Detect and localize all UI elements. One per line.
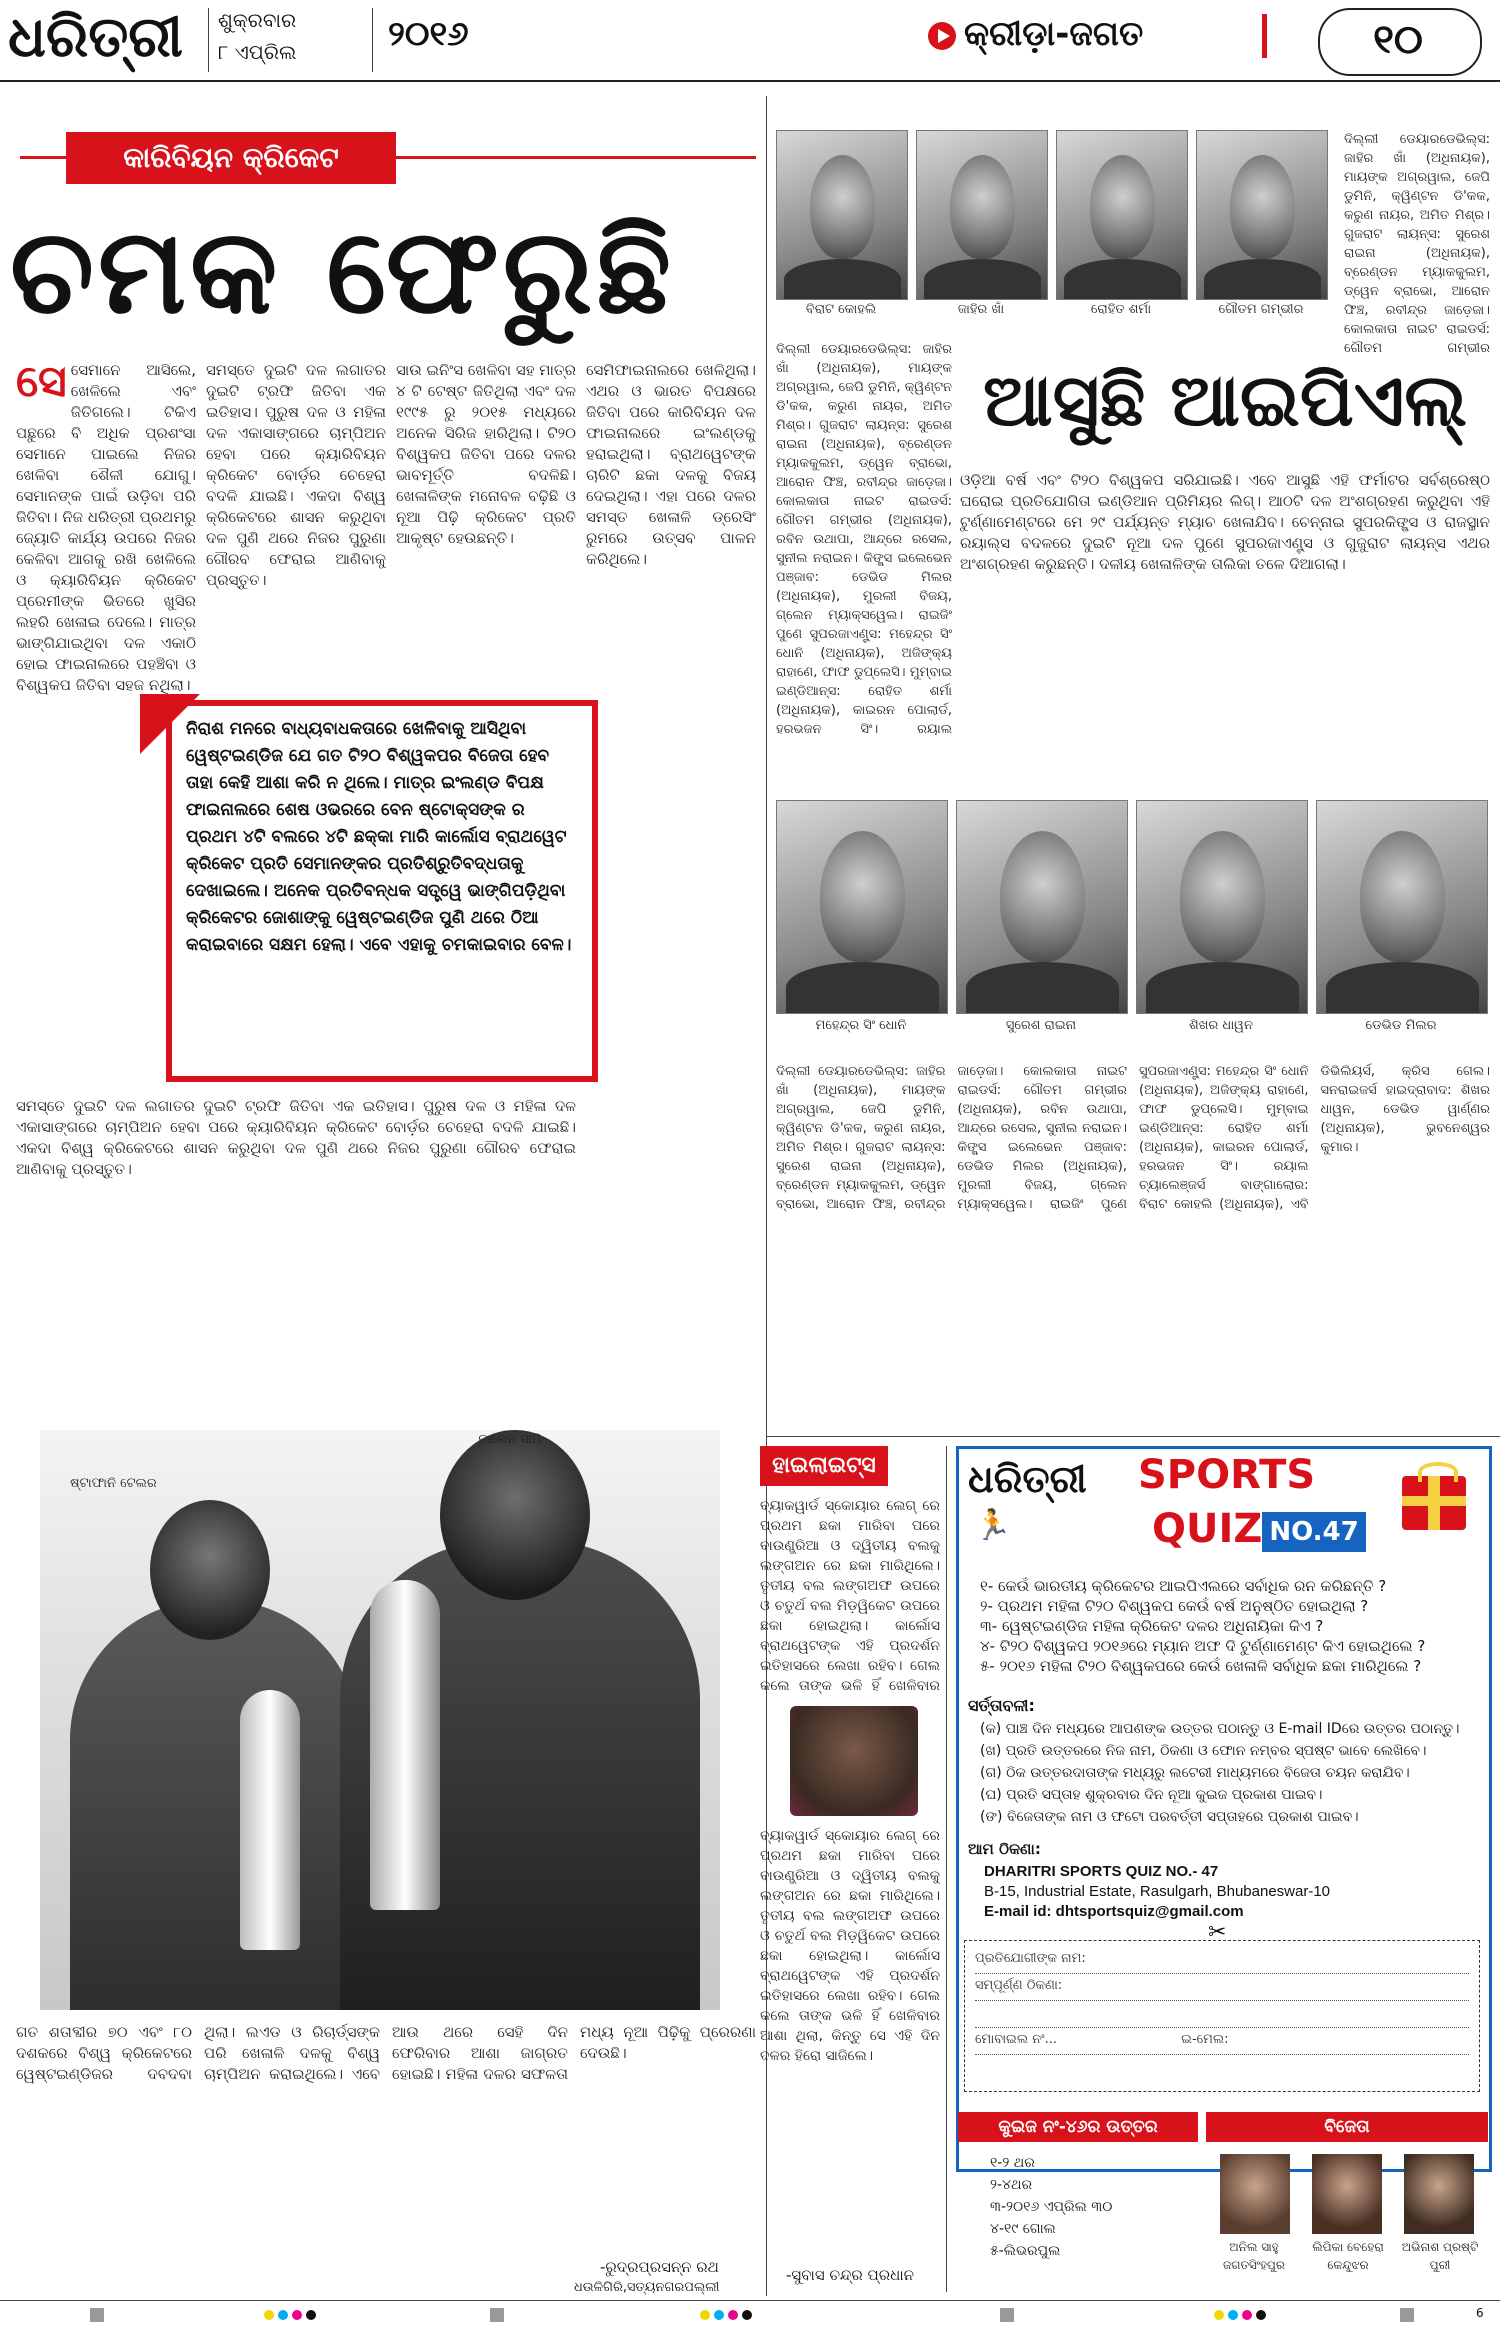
winners-title: ବିଜେତା [1324,2117,1370,2137]
quiz-question-2: ୨- ପ୍ରଥମ ମହିଳା ଟି୨୦ ବିଶ୍ୱକପ କେଉଁ ବର୍ଷ ଅନୁଷ୍ଠିତ ହୋଇଥିଲା ? [980,1597,1369,1615]
quiz-question-3: ୩- ୱେଷ୍ଟଇଣ୍ଡିଜ ମହିଳା କ୍ରିକେଟ ଦଳର ଅଧିନାୟିକା କିଏ ? [980,1617,1324,1635]
player-photo-3 [1056,130,1188,300]
carib-photo [40,1430,720,2010]
form-name-field[interactable] [975,1951,1469,1974]
player-caption-3: ରୋହିତ ଶର୍ମା [1090,302,1152,317]
quiz-question-4: ୪- ଟି୨୦ ବିଶ୍ୱକପ ୨୦୧୬ରେ ମ୍ୟାନ ଅଫ ଦି ଟୁର୍ଣ୍ଣାମେଣ୍ଟ କିଏ ହୋଇଥିଲେ ? [980,1637,1426,1655]
player-photo-1 [776,130,908,300]
highlights-text-bottom [760,1826,940,2240]
player-photo-8 [1316,800,1488,1014]
carib-kicker-text: କାରିବିୟନ କ୍ରିକେଟ [123,141,339,174]
print-registration-marks [0,2306,1500,2326]
issue-day: ଶୁକ୍ରବାର [218,8,297,32]
player-photo-7 [1136,800,1308,1014]
player-photo-6 [956,800,1128,1014]
carib-kicker [66,132,396,184]
carib-lower-text: ସମସ୍ତେ ଦୁଇଟି ଦଳ ଲଗାତର ଦୁଇଟି ଟ୍ରଫି ଜିତିବା ଏକ ଇତିହାସ। ପୁରୁଷ ଦଳ ଓ ମହିଳା ଦଳ ଏକାସାଙ୍ଗରେ ଚାମ୍ପିଅନ ହେବା ପରେ କ୍ୟାରିବିୟନ କ୍ରିକେଟ ବୋର୍ଡ଼ର ଚେହେରା ବଦଳି ଯାଇଛି। ଏକଦା ବିଶ୍ୱ କ୍ରିକେଟରେ ଶାସନ କରୁଥିବା ଦଳ ପୁଣି ଥରେ ନିଜର ପୁରୁଣା ଗୌରବ ଫେରାଇ ଆଣିବାକୁ ପ୍ରସ୍ତୁତ। [16,1097,576,1178]
quiz-brand: ଧରିତ୍ରୀ [968,1456,1087,1501]
winner-photo-3 [1404,2154,1474,2234]
answer-5: ୫-ଲିଭରପୁଲ [990,2243,1061,2259]
winner-photo-1 [1220,2154,1290,2234]
winner-name-3: ଅଭିନାଶ ପ୍ରଷ୍ଟି [1401,2240,1479,2254]
section-title: କ୍ରୀଡ଼ା-ଜଗତ [964,14,1144,54]
highlights-photo [790,1706,918,1816]
form-email-label: ଇ-ମେଲ: [1181,2032,1229,2047]
highlights-text-b: ବ୍ୟାକୱାର୍ଡ ସ୍କୋୟାର ଲେଗ୍ ରେ ପ୍ରଥମ ଛକା ମାରିବା ପରେ ବାଉଣ୍ଡ୍ରିଆ ଓ ଦ୍ୱିତୀୟ ବଲକୁ ଲଙ୍ଗଅନ ରେ ଛକା ମାରିଥିଲେ। ତୃତୀୟ ବଲ ଲଙ୍ଗଅଫ ଉପରେ ଓ ଚତୁର୍ଥ ବଲ ମିଡ଼ୱିକେଟ ଉପରେ ଛକା ହୋଇଥିଲା। କାର୍ଲୋସ ବ୍ରାଥୱେଟଙ୍କ ଏହି ପ୍ରଦର୍ଶନ ଇତିହାସରେ ଲେଖା ରହିବ। ଗେଲ କଲେ ତାଙ୍କ ଭଳି ହିଁ ଖେଳିବାର ଆଶା ଥିଲା, କିନ୍ତୁ ସେ ଏହି ଦିନ ଦଳର ହିରୋ ସାଜିଲେ। [760,1828,940,2064]
highlights-title-text: ହାଇଲାଇଟ୍ସ [772,1453,876,1478]
winner-name-1: ଅନିଲ ସାହୁ [1229,2240,1279,2254]
carib-col3-text: ସାଉ ଇନିଂସ ଖେଳିବା ସହ ମାତ୍ର ୪ ଟି ଟେଷ୍ଟ ଜିତିଥିଲା ଏବଂ ଦଳ ୧୯୯୫ ରୁ ୨୦୧୫ ମଧ୍ୟରେ ଅନେକ ସିରିଜ ହାରିଥିଲା। ଟି୨୦ ବିଶ୍ୱକପ ଜିତିବା ପରେ ଦଳର ଭାବମୂର୍ତ୍ତି ବଦଳିଛି। ଖେଳାଳିଙ୍କ ମନୋବଳ ବଢ଼ିଛି ଓ ନୂଆ ପିଢ଼ି କ୍ରିକେଟ ପ୍ରତି ଆକୃଷ୍ଟ ହେଉଛନ୍ତି। [396,361,576,547]
ipl-team-text-b: ଦିଲ୍ଲୀ ଡେୟାରଡେଭିଲ୍ସ: ଜାହିର ଖାଁ (ଅଧିନାୟକ), ମାୟଙ୍କ ଅଗ୍ରୱାଲ, ଜେପି ଡୁମିନି, କ୍ୱିଣ୍ଟନ ଡି'କକ, କରୁଣ ନାୟର, ଅମିତ ମିଶ୍ର। ଗୁଜରାଟ ଲାୟନ୍ସ: ସୁରେଶ ରାଇନା (ଅଧିନାୟକ), ବ୍ରେଣ୍ଡନ ମ୍ୟାକକୁଲମ, ଡ୍ୱେନ ବ୍ରାଭୋ, ଆରୋନ ଫିଞ୍ଚ, ରବୀନ୍ଦ୍ର ଜାଡ଼େଜା। କୋଲକାତା ନାଇଟ ରାଇଡର୍ସ: ଗୌତମ ଗମ୍ଭୀର (ଅଧିନାୟକ), ରବିନ ଉଥାପା, ଆନ୍ଦ୍ରେ ରସେଲ, ସୁନୀଲ ନରାଇନ। କିଙ୍ଗ୍ସ ଇଲେଭେନ ପଞ୍ଜାବ: ଡେଭିଡ ମିଲର (ଅଧିନାୟକ), ମୁରଲୀ ବିଜୟ, ଗ୍ଲେନ ମ୍ୟାକ୍ସୱେଲ। ରାଇଜିଂ ପୁଣେ ସୁପରଜାଏଣ୍ଟ୍ସ: ମହେନ୍ଦ୍ର ସିଂ ଧୋନି (ଅଧିନାୟକ), ଅଜିଙ୍କ୍ୟ ରାହାଣେ, ଫାଫ ଡୁପ୍ଲେସି। ମୁମ୍ବାଇ ଇଣ୍ଡିଆନ୍ସ: ରୋହିତ ଶର୍ମା (ଅଧିନାୟକ), କାଇରନ ପୋଲାର୍ଡ, ହରଭଜନ ସିଂ। ରୟାଲ [776,342,952,737]
carib-column-3 [396,360,576,710]
carib-column-4 [586,360,756,1340]
footer-page-mark: 6 [1476,2306,1484,2320]
ipl-intro-text: ଓଡ଼ିଆ ବର୍ଷ ଏବଂ ଟି୨୦ ବିଶ୍ୱକପ ସରିଯାଇଛି। ଏବେ ଆସୁଛି ଏହି ଫର୍ମାଟର ସର୍ବଶ୍ରେଷ୍ଠ ଘରୋଇ ପ୍ରତିଯୋଗିତା ଇଣ୍ଡିଆନ ପ୍ରିମିୟର ଲିଗ୍। ଆଠଟି ଦଳ ଅଂଶଗ୍ରହଣ କରୁଥିବା ଏହି ଟୁର୍ଣ୍ଣାମେଣ୍ଟରେ ମେ ୨୯ ପର୍ଯ୍ୟନ୍ତ ମ୍ୟାଚ ଖେଳାଯିବ। ଚେନ୍ନାଇ ସୁପରକିଙ୍ଗ୍ସ ଓ ରାଜସ୍ଥାନ ରୟାଲ୍ସ ବଦଳରେ ଦୁଇଟି ନୂଆ ଦଳ ପୁଣେ ସୁପରଜାଏଣ୍ଟ୍ସ ଓ ଗୁଜୁରାଟ ଲାୟନ୍ସ ଏଥର ଅଂଶଗ୍ରହଣ କରୁଛନ୍ତି। ଦଳୀୟ ଖେଳାଳିଙ୍କ ତାଲିକା ତଳେ ଦିଆଗଲା। [960,471,1490,573]
quiz-address-title: ଆମ ଠିକଣା: [968,1840,1041,1858]
player-caption-5: ମହେନ୍ଦ୍ର ସିଂ ଧୋନି [815,1018,907,1033]
quiz-number: NO.47 [1269,1517,1359,1547]
ipl-team-text-main: ଦିଲ୍ଲୀ ଡେୟାରଡେଭିଲ୍ସ: ଜାହିର ଖାଁ (ଅଧିନାୟକ), ମାୟଙ୍କ ଅଗ୍ରୱାଲ, ଜେପି ଡୁମିନି, କ୍ୱିଣ୍ଟନ ଡି'କକ, କରୁଣ ନାୟର, ଅମିତ ମିଶ୍ର। ଗୁଜରାଟ ଲାୟନ୍ସ: ସୁରେଶ ରାଇନା (ଅଧିନାୟକ), ବ୍ରେଣ୍ଡନ ମ୍ୟାକକୁଲମ, ଡ୍ୱେନ ବ୍ରାଭୋ, ଆରୋନ ଫିଞ୍ଚ, ରବୀନ୍ଦ୍ର ଜାଡ଼େଜା। କୋଲକାତା ନାଇଟ ରାଇଡର୍ସ: ଗୌତମ ଗମ୍ଭୀର (ଅଧିନାୟକ), ରବିନ ଉଥାପା, ଆନ୍ଦ୍ରେ ରସେଲ, ସୁନୀଲ ନରାଇନ। କିଙ୍ଗ୍ସ ଇଲେଭେନ ପଞ୍ଜାବ: ଡେଭିଡ ମିଲର (ଅଧିନାୟକ), ମୁରଲୀ ବିଜୟ, ଗ୍ଲେନ ମ୍ୟାକ୍ସୱେଲ। ରାଇଜିଂ ପୁଣେ ସୁପରଜାଏଣ୍ଟ୍ସ: ମହେନ୍ଦ୍ର ସିଂ ଧୋନି (ଅଧିନାୟକ), ଅଜିଙ୍କ୍ୟ ରାହାଣେ, ଫାଫ ଡୁପ୍ଲେସି। ମୁମ୍ବାଇ ଇଣ୍ଡିଆନ୍ସ: ରୋହିତ ଶର୍ମା (ଅଧିନାୟକ), କାଇରନ ପୋଲାର୍ଡ, ହରଭଜନ ସିଂ। ରୟାଲ ଚ୍ୟାଲେଞ୍ଜର୍ସ ବାଙ୍ଗାଲୋର: ବିରାଟ କୋହଲି (ଅଧିନାୟକ), ଏବି ଡିଭିଲିୟର୍ସ, କ୍ରିସ ଗେଲ। ସନରାଇଜର୍ସ ହାଇଦ୍ରାବାଦ: ଶିଖର ଧାୱନ, ଡେଭିଡ ୱାର୍ଣ୍ଣର (ଅଧିନାୟକ), ଭୁବନେଶ୍ୱର କୁମାର। [776,1064,1490,1212]
issue-date: ୮ ଏପ୍ରିଲ [218,40,297,64]
ipl-team-lists-main [776,1062,1490,1428]
section-divider [1262,14,1267,58]
ipl-top-photos [776,130,1336,320]
pull-quote-text: ନିରାଶ ମନରେ ବାଧ୍ୟବାଧକତାରେ ଖେଳିବାକୁ ଆସିଥିବା ୱେଷ୍ଟଇଣ୍ଡିଜ ଯେ ଗତ ଟି୨୦ ବିଶ୍ୱକପର ବିଜେତା ହେବ ତାହା କେହି ଆଶା କରି ନ ଥିଲେ। ମାତ୍ର ଇଂଲଣ୍ଡ ବିପକ୍ଷ ଫାଇନାଲରେ ଶେଷ ଓଭରରେ ବେନ ଷ୍ଟୋକ୍ସଙ୍କ ର ପ୍ରଥମ ୪ଟି ବଲରେ ୪ଟି ଛକ୍କା ମାରି କାର୍ଲୋସ ବ୍ରାଥୱେଟ କ୍ରିକେଟ ପ୍ରତି ସେମାନଙ୍କର ପ୍ରତିଶ୍ରୁତିବଦ୍ଧତାକୁ ଦେଖାଇଲେ। ଅନେକ ପ୍ରତିବନ୍ଧକ ସତ୍ତ୍ୱେ ଭାଙ୍ଗିପଡ଼ିଥିବା କ୍ରିକେଟର ଜୋଶାଙ୍କୁ ୱେଷ୍ଟଇଣ୍ଡିଜ ପୁଣି ଥରେ ଠିଆ କରାଇବାରେ ସକ୍ଷମ ହେଲା। ଏବେ ଏହାକୁ ଚମକାଇବାର ବେଳ। [186,719,572,955]
gift-icon [1398,1460,1470,1532]
quiz-address-line3: E-mail id: dhtsportsquiz@gmail.com [984,1903,1244,1920]
carib-col1-text: ସେମାନେ ଆସିଲେ, ଖେଳିଲେ ଏବଂ ଜିତିଗଲେ। ଟିକିଏ ପଛୁରେ ବି ଅଧିକ ପ୍ରଶଂସା ସେମାନେ ପାଇଲେ ନିଜର ଖେଳିବା ଶୈଳୀ ଯୋଗୁ। ସେମାନଙ୍କ ପାଇଁ ଉଡ଼ିବା ପରି ଜିତିବା। ନିଜ ଧରିତ୍ରୀ ପ୍ରଥମରୁ ଜ୍ୟୋତି କାର୍ଯ୍ୟ ଉପରେ ନିଜର କେଳିବା ଆଗକୁ ରଖି ଖେଳିଲେ ଓ କ୍ୟାରିବିୟନ କ୍ରିକେଟ ପ୍ରେମୀଙ୍କ ଭିତରେ ଖୁସିର ଲହରି ଖେଳାଇ ଦେଲେ। ମାତ୍ର ଭାଙ୍ଗିଯାଇଥିବା ଦଳ ଏକାଠି ହୋଇ ଫାଇନାଲରେ ପହଞ୍ଚିବା ଓ ବିଶ୍ୱକପ ଜିତିବା ସହଜ ନଥିଲା। [16,361,196,694]
caption-right: ଡାରେନ ସାମି [478,1432,542,1447]
quiz-questions [980,1576,1470,1676]
player-photo-4 [1196,130,1328,300]
drop-cap: ସେ [16,360,67,407]
quiz-title-sports: SPORTS [1138,1452,1316,1498]
runner-icon: 🏃 [974,1508,1012,1543]
paper-logo: ଧରିତ୍ରୀ [8,4,183,70]
answer-2: ୨-୪ଥର [990,2177,1033,2193]
trophy-left [240,1690,300,1950]
answer-1: ୧-୨ ଥର [990,2155,1035,2171]
winner-place-1: ଜଗତସିଂହପୁର [1222,2258,1286,2272]
quiz-question-5: ୫- ୨୦୧୬ ମହିଳା ଟି୨୦ ବିଶ୍ୱକପରେ କେଉଁ ଖେଳାଳି ସର୍ବାଧିକ ଛକା ମାରିଥିଲେ ? [980,1657,1422,1675]
answers-title: କୁଇଜ ନଂ-୪୬ର ଉତ୍ତର [998,2117,1158,2137]
form-mobile-label: ମୋବାଇଲ ନଂ... [975,2032,1057,2047]
winner-photo-2 [1312,2154,1382,2234]
form-contact-field[interactable] [975,2032,1469,2055]
answers-list [990,2152,1112,2262]
ipl-headline: ଆସୁଛି ଆଇପିଏଲ୍ [982,358,1468,442]
quiz-entry-form [964,1940,1480,2092]
quiz-rule-5: (ଙ) ବିଜେତାଙ୍କ ନାମ ଓ ଫଟୋ ପରବର୍ତ୍ତୀ ସପ୍ତାହରେ ପ୍ରକାଶ ପାଇବ। [980,1809,1359,1825]
carib-col2-text: ସମସ୍ତେ ଦୁଇଟି ଦଳ ଲଗାତର ଦୁଇଟି ଟ୍ରଫି ଜିତିବା ଏକ ଇତିହାସ। ପୁରୁଷ ଦଳ ଓ ମହିଳା ଦଳ ଏକାସାଙ୍ଗରେ ଚାମ୍ପିଅନ ହେବା ପରେ କ୍ୟାରିବିୟନ କ୍ରିକେଟ ବୋର୍ଡ଼ର ଚେହେରା ବଦଳି ଯାଇଛି। ଏକଦା ବିଶ୍ୱ କ୍ରିକେଟରେ ଶାସନ କରୁଥିବା ଦଳ ପୁଣି ଥରେ ନିଜର ପୁରୁଣା ଗୌରବ ଫେରାଇ ଆଣିବାକୁ ପ୍ରସ୍ତୁତ। [206,361,386,589]
quiz-rule-3: (ଗ) ଠିକ ଉତ୍ତରଦାତାଙ୍କ ମଧ୍ୟରୁ ଲଟେରୀ ମାଧ୍ୟମରେ ବିଜେତା ଚୟନ କରାଯିବ। [980,1765,1410,1781]
pull-quote-box [166,700,598,1082]
form-address-field[interactable] [975,1978,1469,2001]
carib-col4-text: ସେମିଫାଇନାଲରେ ଖେଳିଥିଲା। ଏଥର ଓ ଭାରତ ବିପକ୍ଷରେ ଜିତିବା ପରେ କାରିବିୟନ ଦଳ ଫାଇନାଲରେ ଇଂଲଣ୍ଡକୁ ହରାଇଥିଲା। ବ୍ରାଥୱେଟଙ୍କ ଚାରିଟି ଛକା ଦଳକୁ ବିଜୟ ଦେଇଥିଲା। ଏହା ପରେ ଦଳର ସମସ୍ତ ଖେଳାଳି ଡ୍ରେସିଂ ରୁମରେ ଉତ୍ସବ ପାଳନ କରିଥିଲେ। [586,361,756,568]
player-caption-7: ଶିଖର ଧାୱନ [1189,1018,1253,1033]
quiz-address [984,1862,1330,1922]
carib-byline: -ରୁଦ୍ରପ୍ରସନ୍ନ ରଥ [600,2258,719,2276]
form-address-field-2[interactable] [975,2005,1469,2028]
winners-row [1206,2150,1488,2300]
ipl-team-list-left [776,340,952,740]
quiz-rule-1: (କ) ପାଞ୍ଚ ଦିନ ମଧ୍ୟରେ ଆପଣଙ୍କ ଉତ୍ତର ପଠାନ୍ତୁ ଓ E-mail IDରେ ଉତ୍ତର ପଠାନ୍ତୁ। [980,1721,1460,1737]
caption-left: ଷ୍ଟାଫାନି ଟେଲର [70,1476,157,1491]
player-photo-2 [916,130,1048,300]
player-caption-4: ଗୌତମ ଗମ୍ଭୀର [1218,302,1304,317]
form-address-label: ସମ୍ପୂର୍ଣ୍ଣ ଠିକଣା: [975,1978,1063,1993]
scissors-icon: ✂ [1208,1920,1227,1945]
page-number: ୧୦ [1373,17,1423,63]
carib-headline: ଚମକ ଫେରୁଛି [10,202,676,340]
carib-bottom-text [16,2022,756,2240]
quiz-address-line2: B-15, Industrial Estate, Rasulgarh, Bhubaneswar-10 [984,1883,1331,1900]
quiz-question-1: ୧- କେଉଁ ଭାରତୀୟ କ୍ରିକେଟର ଆଇପିଏଲରେ ସର୍ବାଧିକ ରନ କରିଛନ୍ତି ? [980,1577,1387,1595]
quiz-rule-4: (ଘ) ପ୍ରତି ସପ୍ତାହ ଶୁକ୍ରବାର ଦିନ ନୂଆ କୁଇଜ ପ୍ରକାଶ ପାଇବ। [980,1787,1323,1803]
carib-bottom-paragraph: ଗତ ଶତାବ୍ଦୀର ୭୦ ଏବଂ ୮୦ ଦଶକରେ ବିଶ୍ୱ କ୍ରିକେଟରେ ୱେଷ୍ଟଇଣ୍ଡିଜର ଦବଦବା ଥିଲା। ଲଏଡ ଓ ରିଚାର୍ଡ୍ସଙ୍କ ପରି ଖେଳାଳି ଦଳକୁ ବିଶ୍ୱ ଚାମ୍ପିଅନ କରାଇଥିଲେ। ଏବେ ଆଉ ଥରେ ସେହି ଦିନ ଫେରିବାର ଆଶା ଜାଗ୍ରତ ହୋଇଛି। ମହିଳା ଦଳର ସଫଳତା ମଧ୍ୟ ନୂଆ ପିଢ଼ିକୁ ପ୍ରେରଣା ଦେଉଛି। [16,2023,756,2083]
player-caption-1: ବିରାଟ କୋହଲି [805,302,877,317]
ipl-team-text-a: ଦିଲ୍ଲୀ ଡେୟାରଡେଭିଲ୍ସ: ଜାହିର ଖାଁ (ଅଧିନାୟକ), ମାୟଙ୍କ ଅଗ୍ରୱାଲ, ଜେପି ଡୁମିନି, କ୍ୱିଣ୍ଟନ ଡି'କକ, କରୁଣ ନାୟର, ଅମିତ ମିଶ୍ର। ଗୁଜରାଟ ଲାୟନ୍ସ: ସୁରେଶ ରାଇନା (ଅଧିନାୟକ), ବ୍ରେଣ୍ଡନ ମ୍ୟାକକୁଲମ, ଡ୍ୱେନ ବ୍ରାଭୋ, ଆରୋନ ଫିଞ୍ଚ, ରବୀନ୍ଦ୍ର ଜାଡ଼େଜା। କୋଲକାତା ନାଇଟ ରାଇଡର୍ସ: ଗୌତମ ଗମ୍ଭୀର [1344,132,1490,356]
winner-name-2: ଲିପିକା ବେହେରା [1312,2240,1384,2254]
carib-byline-place: ଧଉଳିଗିରି,ସତ୍ୟନଗରପଲ୍ଲୀ [574,2280,720,2295]
answer-4: ୪-୧୯ ଗୋଲ [990,2221,1056,2237]
highlights-text-top [760,1496,940,1696]
quiz-rules-title: ସର୍ତ୍ତାବଳୀ: [968,1696,1035,1715]
player-caption-2: ଜାହିର ଖାଁ [957,302,1005,317]
quiz-title-quiz: QUIZ [1152,1506,1263,1552]
form-name-label: ପ୍ରତିଯୋଗୀଙ୍କ ନାମ: [975,1951,1086,1966]
ipl-intro [960,470,1490,790]
trophy-right [370,1580,440,1910]
photo-figure-left [70,1600,360,2010]
winner-place-2: କେନ୍ଦୁଝର [1327,2258,1369,2272]
issue-year: ୨୦୧୬ [388,14,469,54]
player-photo-5 [776,800,948,1014]
masthead [0,0,1500,84]
quiz-rules [980,1718,1470,1828]
pull-quote-triangle [140,694,200,754]
carib-kicker-bar-right [396,156,756,159]
highlights-title [760,1446,888,1486]
winner-place-3: ପୁରୀ [1429,2258,1451,2272]
player-caption-6: ସୁରେଶ ରାଇନା [1005,1018,1077,1033]
ipl-bottom-photos [776,800,1490,1050]
play-icon [928,22,956,50]
carib-lower-columns [16,1096,576,1416]
highlights-text-a: ବ୍ୟାକୱାର୍ଡ ସ୍କୋୟାର ଲେଗ୍ ରେ ପ୍ରଥମ ଛକା ମାରିବା ପରେ ବାଉଣ୍ଡ୍ରିଆ ଓ ଦ୍ୱିତୀୟ ବଲକୁ ଲଙ୍ଗଅନ ରେ ଛକା ମାରିଥିଲେ। ତୃତୀୟ ବଲ ଲଙ୍ଗଅଫ ଉପରେ ଓ ଚତୁର୍ଥ ବଲ ମିଡ଼ୱିକେଟ ଉପରେ ଛକା ହୋଇଥିଲା। କାର୍ଲୋସ ବ୍ରାଥୱେଟଙ୍କ ଏହି ପ୍ରଦର୍ଶନ ଇତିହାସରେ ଲେଖା ରହିବ। ଗେଲ କଲେ ତାଙ୍କ ଭଳି ହିଁ ଖେଳିବାର [760,1498,940,1694]
answer-3: ୩-୨୦୧୬ ଏପ୍ରିଲ ୩୦ [990,2199,1113,2215]
highlights-byline: -ସୁବାସ ଚନ୍ଦ୍ର ପ୍ରଧାନ [786,2266,915,2284]
player-caption-8: ଡେଭିଡ ମିଲର [1365,1018,1437,1033]
photo-head-left [150,1500,270,1640]
photo-head-right [440,1430,590,1600]
quiz-rule-2: (ଖ) ପ୍ରତି ଉତ୍ତରରେ ନିଜ ନାମ, ଠିକଣା ଓ ଫୋନ ନମ୍ବର ସ୍ପଷ୍ଟ ଭାବେ ଲେଖିବେ। [980,1743,1427,1759]
quiz-address-line1: DHARITRI SPORTS QUIZ NO.- 47 [984,1863,1219,1880]
carib-kicker-bar [20,156,66,159]
ipl-team-list-right [1344,130,1490,360]
carib-column-2 [206,360,386,710]
